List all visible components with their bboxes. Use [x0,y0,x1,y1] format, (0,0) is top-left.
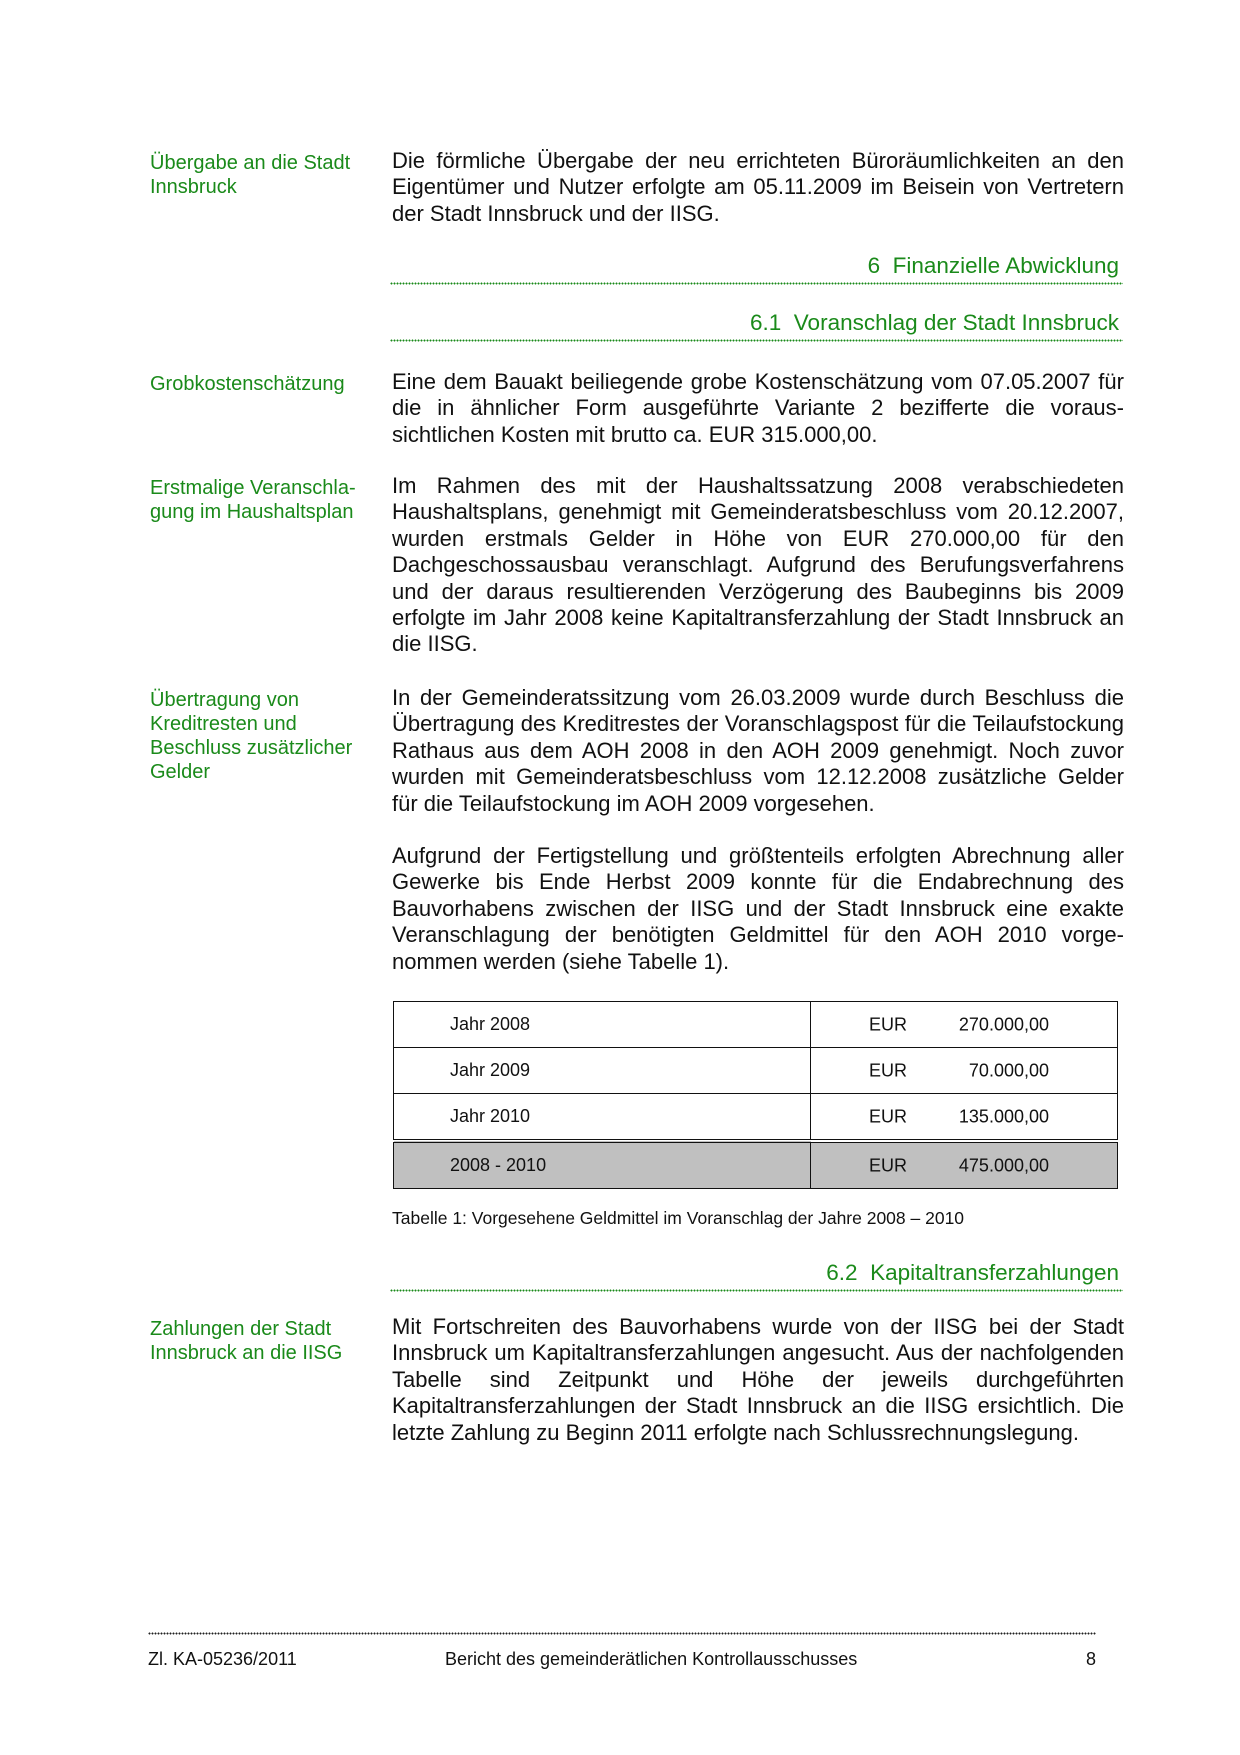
section-heading-6: 6 Finanzielle Abwicklung [867,253,1119,278]
amount-value: 475.000,00 [958,1155,1049,1175]
footer-reference: Zl. KA-05236/2011 [148,1649,297,1669]
margin-label-erstmalige: Erstmalige Veranschlagung im Haushaltsplan [150,477,356,523]
paragraph-text: Aufgrund der Fertigstellung und größtenteils erfolgten Abrechnung aller Gewerke bis Ende Herbst 2009 konnte für die Endabrechnung des Bauvorhabens zwischen der IISG und der Stadt Innsbruck eine exakte Veranschlagung der benötigten Geldmittel für den AOH 2010 vorgenommen werden (siehe Tabelle 1). [392,843,1124,974]
amount-cell [811,1002,1118,1048]
paragraph-text: Die förmliche Übergabe der neu errichteten Büroräumlichkeiten an den Eigentümer und Nutzer erfolgte am 05.11.2009 im Beisein von Vertretern der Stadt Innsbruck und der IISG. [392,148,1124,226]
heading-divider [390,339,1123,342]
amount-value: 270.000,00 [958,1014,1049,1034]
paragraph-text: Mit Fortschreiten des Bauvorhabens wurde von der IISG bei der Stadt Innsbruck um Kapitaltransferzahlungen angesucht. Aus der nachfolgenden Tabelle sind Zeitpunkt und Höhe der jeweils durchgeführten Kapitaltransferzahlungen der Stadt Innsbruck an die IISG ersichtlich. Die letzte Zahlung zu Beginn 2011 erfolgte nach Schlussrechnungslegung. [392,1314,1124,1445]
table-caption: Tabelle 1: Vorgesehene Geldmittel im Voranschlag der Jahre 2008 – 2010 [392,1208,965,1228]
currency-label: EUR [869,1014,908,1034]
margin-label-uebergabe: Übergabe an die Stadt Innsbruck [150,152,351,198]
table-total-row [394,1141,1118,1189]
page-number: 8 [1085,1649,1096,1669]
currency-label: EUR [869,1060,908,1080]
amount-cell [811,1048,1118,1094]
heading-divider [390,1289,1123,1292]
heading-divider [390,282,1123,285]
section-heading-6-2: 6.2 Kapitaltransferzahlungen [826,1260,1119,1285]
year-cell: Jahr 2008 [394,1002,811,1048]
paragraph-uebertragung [392,685,1124,817]
margin-label-zahlungen: Zahlungen der Stadt Innsbruck an die IISG [150,1318,343,1364]
paragraph-text: In der Gemeinderatssitzung vom 26.03.2009 wurde durch Beschluss die Übertragung des Kreditrestes der Voranschlagspost für die Teilaufstockung Rathaus aus dem AOH 2008 in den AOH 2009 genehmigt. Noch zuvor wurden mit Gemeinderatsbeschluss vom 12.12.2008 zusätzliche Gelder für die Teilaufstockung im AOH 2009 vorgesehen. [392,685,1124,816]
table-row [394,1094,1118,1142]
section-heading-6-1: 6.1 Voranschlag der Stadt Innsbruck [750,310,1119,335]
margin-label-grobkosten: Grobkostenschätzung [150,373,345,395]
amount-value: 70.000,00 [968,1060,1049,1080]
paragraph-erstmalige [392,473,1124,658]
year-cell: Jahr 2010 [394,1094,811,1142]
paragraph-uebergabe [392,148,1124,227]
paragraph-grobkosten [392,369,1124,448]
footer-title: Bericht des gemeinderätlichen Kontrollausschusses [445,1649,858,1669]
table-row [394,1048,1118,1094]
amount-cell [811,1094,1118,1142]
paragraph-zahlungen [392,1314,1124,1446]
footer-divider [148,1632,1096,1635]
paragraph-text: Im Rahmen des mit der Haushaltssatzung 2008 verabschiedeten Haushaltsplans, genehmigt mit Gemeinderatsbeschluss vom 20.12.2007, wurden erstmals Gelder in Höhe von EUR 270.000,00 für den Dachgeschossausbau veranschlagt. Aufgrund des Berufungsverfahrens und der daraus resultierenden Verzögerung des Baubeginns bis 2009 erfolgte im Jahr 2008 keine Kapitaltransferzahlung der Stadt Innsbruck an die IISG. [392,473,1124,657]
currency-label: EUR [869,1155,908,1175]
budget-table [393,1001,1118,1189]
margin-label-uebertragung: Übertragung von Kreditresten und Beschluss zusätzlicher Gelder [150,689,353,783]
year-cell: Jahr 2009 [394,1048,811,1094]
period-cell: 2008 - 2010 [394,1141,811,1189]
paragraph-aufgrund [392,843,1124,975]
table-row [394,1002,1118,1048]
paragraph-text: Eine dem Bauakt beiliegende grobe Kostenschätzung vom 07.05.2007 für die in ähnlicher Form ausgeführte Variante 2 bezifferte die voraussichtlichen Kosten mit brutto ca. EUR 315.000,00. [392,369,1124,447]
amount-value: 135.000,00 [958,1106,1049,1126]
amount-cell [811,1141,1118,1189]
currency-label: EUR [869,1106,908,1126]
